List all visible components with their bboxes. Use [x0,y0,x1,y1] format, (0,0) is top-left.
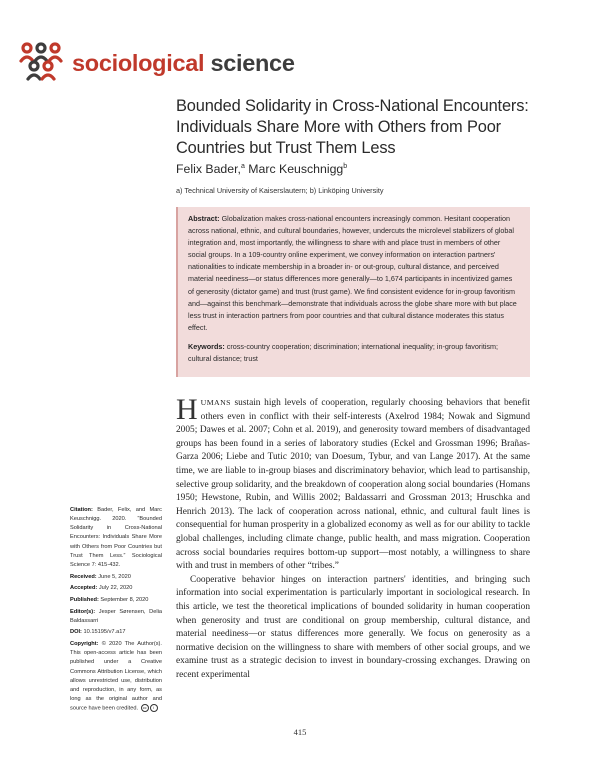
received-date: June 5, 2020 [98,573,131,580]
article-metadata-sidebar [70,506,162,716]
body-paragraph-2: Cooperative behavior hinges on interaction partners' identities, and bringing such information into social experimentation is particularly important in sociological research. In this article, we test the theoretical implications of bounded solidarity in human cooperation when generosity and trust are conditional on group membership, cultural distance, and material neediness—or status differences more generally. We focus on generosity as a normative decision on the willingness to share with members of other social groups, and we examine trust as a strategic decision to invest in boundary-crossing exchanges. Drawing on recent experimental [176,574,530,680]
doi-label: DOI: [70,629,82,636]
keywords-text: cross-country cooperation; discrimination; international inequality; in-group favoritism; cultural distance; trust [188,341,499,364]
keywords-label: Keywords: [188,341,225,351]
keywords-paragraph [188,341,520,365]
journal-name [72,52,295,76]
abstract-paragraph [188,213,520,334]
accepted-block [70,584,162,593]
author-1: Felix Bader, [176,162,241,176]
copyright-text: © 2020 The Author(s). This open-access article has been published under a Creative Commons Attribution License, which allows unrestricted use, distribution and reproduction, in any form, as long as the original author and source have been credited. [70,641,162,712]
creative-commons-icon: cc [141,704,149,712]
doi-link[interactable]: 10.15195/v7.a17 [83,629,126,636]
published-block [70,596,162,605]
author-2: Marc Keuschnigg [248,162,344,176]
abstract-text: Globalization makes cross-national encounters increasingly common. Hesitant cooperation across national, ethnic, and cultural boundaries, however, undercuts the microlevel stabilizers of global integration and, most importantly, the willingness to share with and place trust in members of other social groups. In a 109-country online experiment, we convey information on interaction partners' nationalities to indicate membership in a broader in- or out-group, cultural distance, and perceived material neediness—or status differences more generally—to 1,674 participants in incentivized games of generosity (dictator game) and trust (trust game). We find consistent evidence for in-group favoritism and—against this benchmark—demonstrate that individuals across the globe share more with but place less trust in interaction partners from poor countries and that cultural distance moderates this status effect. [188,214,517,332]
published-date: September 8, 2020 [100,596,149,603]
drop-cap: H [176,393,198,426]
journal-name-part1: sociological [72,50,205,76]
journal-name-part2: science [210,50,295,76]
body-paragraph-1 [176,393,530,574]
page-number: 415 [293,727,307,737]
abstract-label: Abstract: [188,214,220,223]
body-paragraph-1-text: sustain high levels of cooperation, regularly choosing behaviors that benefit others even in conflict with their self-interests (Axelrod 1984; Nowak and Sigmund 2005; Dawes et al. 2007; Cohn et al. 2019), and generosity toward members of disadvantaged groups has been found in a series of laboratory studies (Eckel and Grossman 1996; Brañas-Garza 2006; Liebe and Tutic 2010; van Doesum, Tybur, and van Lange 2017). At the same time, we are liable to in-group biases and discriminatory behavior, which lead to partisanship, selective group solidarity, and the breakdown of cooperation along social boundaries (Homans 1950; Hewstone, Rubin, and Willis 2002; Baldassarri and Grossman 2013; Hruschka and Henrich 2013). The lack of cooperation across national, ethnic, and cultural fault lines is consequential for human prosperity in a globalized economy as well as for our ability to tackle global challenges, including climate change, public health, and mass migration. Cooperation across social boundaries requires bottom-up support—most notably, a willingness to share with and trust in members of other “tribes.” [176,398,530,572]
article-body [176,393,530,682]
editors-block [70,608,162,626]
journal-logo-icon [17,41,65,81]
author-1-affil-mark: a [240,162,245,170]
opening-smallcaps: UMANS [200,398,231,407]
citation-block [70,506,162,570]
copyright-label: Copyright: [70,641,99,648]
author-2-affil-mark: b [343,162,348,170]
received-block [70,573,162,582]
editors-label: Editor(s): [70,608,96,615]
citation-label: Citation: [70,507,93,513]
received-label: Received: [70,573,97,580]
doi-block [70,628,162,637]
article-title: Bounded Solidarity in Cross-National Encounters: Individuals Share More with Others from Poor Countries but Trust Them Less [176,97,529,157]
editors-names: Jesper Sørensen, Delia Baldassarri [70,608,162,624]
accepted-label: Accepted: [70,585,98,592]
affiliations: a) Technical University of Kaiserslautern; b) Linköping University [176,186,384,195]
citation-text: Bader, Felix, and Marc Keuschnigg. 2020. “Bounded Solidarity in Cross-National Encounters: Individuals Share More with Others from Poor Countries but Trust Them Less.” Sociological Science 7: 415-432. [70,507,162,568]
attribution-icon: i [150,704,158,712]
abstract-box [176,207,530,377]
published-label: Published: [70,596,99,603]
accepted-date: July 22, 2020 [98,585,133,592]
copyright-block [70,640,162,714]
author-line [176,162,347,176]
